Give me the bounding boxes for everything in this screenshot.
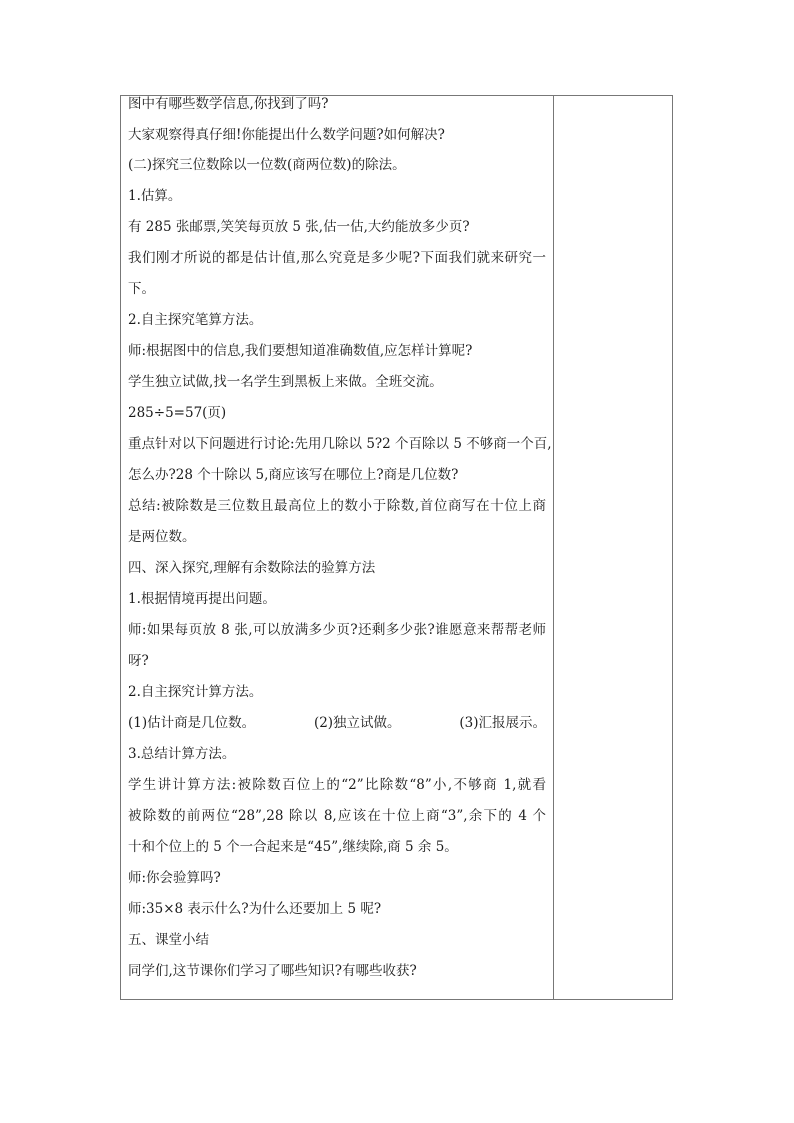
step-2: (2)独立试做。 <box>313 715 401 731</box>
text-line: 我们刚才所说的都是估计值,那么究竟是多少呢?下面我们就来研究一 <box>128 250 546 266</box>
text-line: 重点针对以下问题进行讨论:先用几除以 5?2 个百除以 5 不够商一个百, <box>128 436 552 452</box>
text-line: 1.根据情境再提出问题。 <box>128 591 276 607</box>
step-3: (3)汇报展示。 <box>459 715 546 731</box>
steps-row <box>128 714 546 732</box>
text-line: 同学们,这节课你们学习了哪些知识?有哪些收获? <box>128 963 417 979</box>
text-line: 有 285 张邮票,笑笑每页放 5 张,估一估,大约能放多少页? <box>128 219 470 235</box>
notes-cell <box>554 96 672 999</box>
text-line: 五、课堂小结 <box>128 932 209 948</box>
text-line: 学生独立试做,找一名学生到黑板上来做。全班交流。 <box>128 374 443 390</box>
text-line: 下。 <box>128 281 155 297</box>
text-line: 师:你会验算吗? <box>128 870 221 886</box>
text-line: 285÷5=57(页) <box>128 405 227 421</box>
text-line: 四、深入探究,理解有余数除法的验算方法 <box>128 560 376 576</box>
text-line: 2.自主探究笔算方法。 <box>128 312 263 328</box>
lesson-content-cell <box>121 96 554 999</box>
text-line: 3.总结计算方法。 <box>128 746 236 762</box>
step-1: (1)估计商是几位数。 <box>128 715 256 731</box>
text-line: 2.自主探究计算方法。 <box>128 684 263 700</box>
text-line: 师:如果每页放 8 张,可以放满多少页?还剩多少张?谁愿意来帮帮老师 <box>128 622 546 638</box>
lesson-table <box>120 95 673 1000</box>
text-line: 图中有哪些数学信息,你找到了吗? <box>128 96 329 112</box>
text-line: 被除数的前两位“28”,28 除以 8,应该在十位上商“3”,余下的 4 个 <box>128 808 546 824</box>
text-line: (二)探究三位数除以一位数(商两位数)的除法。 <box>128 157 406 173</box>
text-line: 呀? <box>128 653 149 669</box>
text-line: 大家观察得真仔细!你能提出什么数学问题?如何解决? <box>128 127 445 143</box>
text-line: 师:35×8 表示什么?为什么还要加上 5 呢? <box>128 901 382 917</box>
text-line: 是两位数。 <box>128 529 196 545</box>
text-line: 师:根据图中的信息,我们要想知道准确数值,应怎样计算呢? <box>128 343 473 359</box>
text-line: 学生讲计算方法:被除数百位上的“2”比除数“8”小,不够商 1,就看 <box>128 777 546 793</box>
text-line: 怎么办?28 个十除以 5,商应该写在哪位上?商是几位数? <box>128 467 459 483</box>
text-line: 1.估算。 <box>128 188 182 204</box>
text-line: 总结:被除数是三位数且最高位上的数小于除数,首位商写在十位上商 <box>128 498 546 514</box>
text-line: 十和个位上的 5 个一合起来是“45”,继续除,商 5 余 5。 <box>128 839 458 855</box>
